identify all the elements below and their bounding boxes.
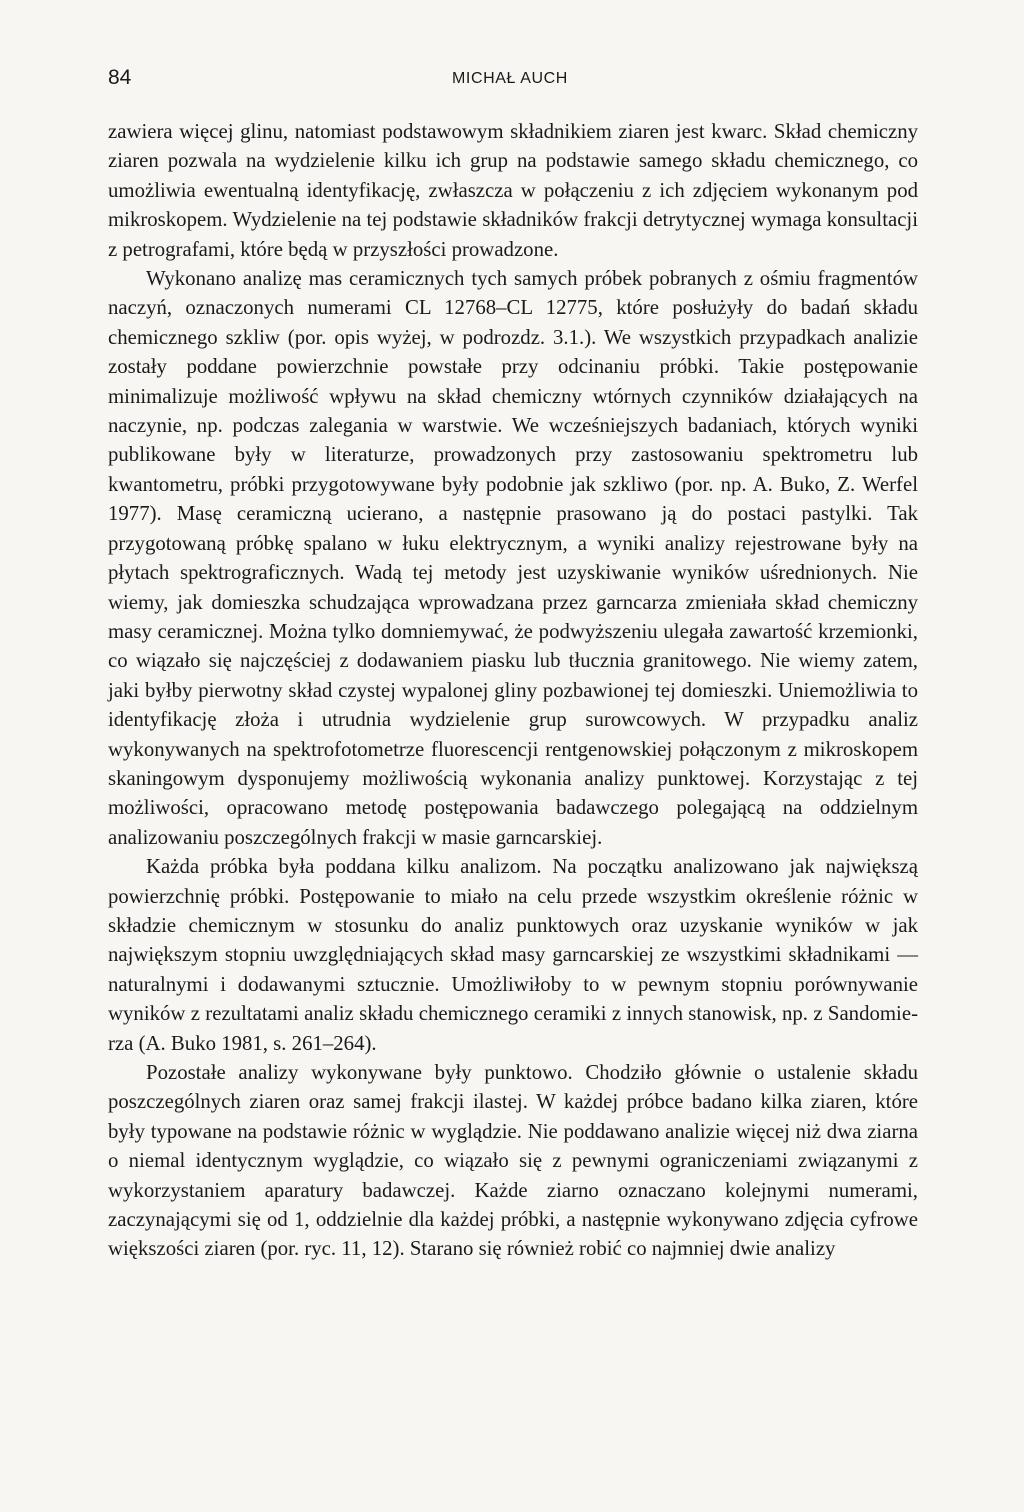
paragraph-4: Pozostałe analizy wykonywane były punktowo. Chodziło głównie o ustalenie składu poszczególnych ziaren oraz samej frakcji ilastej. W każdej próbce badano kilka ziaren, które były typowane na podstawie różnic w wyglądzie. Nie poddawano analizie więcej niż dwa ziarna o niemal identycznym wyglądzie, co wiązało się z pewnymi ograniczeniami związanymi z wykorzystaniem aparatury badawczej. Każde ziarno oznaczano kolejnymi numerami, zaczynającymi się od 1, oddzielnie dla każdej próbki, a następnie wykonywano zdjęcia cyfrowe większości ziaren (por. ryc. 11, 12). Starano się również robić co najmniej dwie analizy [108, 1061, 918, 1261]
page-number: 84 [108, 66, 132, 89]
body-text [108, 117, 918, 1264]
running-head-author: MICHAŁ AUCH [452, 70, 568, 87]
paragraph-2: Wykonano analizę mas ceramicznych tych samych próbek pobranych z ośmiu fragmentów naczyń, oznaczonych numerami CL 12768–CL 12775, które posłużyły do badań składu chemicznego szkliw (por. opis wyżej, w podrozdz. 3.1.). We wszystkich przypadkach analizie zostały poddane powierzchnie powstałe przy odcinaniu próbki. Takie postępowanie minimalizuje możliwość wpływu na skład chemiczny wtórnych czynników działających na naczynie, np. podczas zalegania w warstwie. We wcześniejszych badaniach, których wyniki publikowane były w literaturze, prowadzonych przy zastosowaniu spektrometru lub kwantometru, próbki przygotowywane były podobnie jak szkliwo (por. np. A. Buko, Z. Werfel 1977). Masę ceramiczną ucierano, a następnie prasowano ją do postaci pastylki. Tak przygotowaną próbkę spalano w łuku elektrycznym, a wyniki analizy rejestrowane były na płytach spektrograficznych. Wadą tej metody jest uzyskiwanie wyników uśrednionych. Nie wiemy, jak domieszka schudzająca wprowadzana przez garncarza zmieniała skład chemiczny masy ceramicznej. Można tylko domniemywać, że podwyższeniu ulegała zawartość krzemionki, co wiązało się najczęściej z dodawaniem piasku lub tłucznia granitowego. Nie wiemy zatem, jaki byłby pierwotny skład czystej wypalonej gliny pozbawionej tej domieszki. Uniemożliwia to identyfikację złoża i utrudnia wydzielenie grup surowcowych. W przypadku analiz wykonywanych na spektrofotometrze fluorescencji rentgenowskiej połączonym z mikroskopem skaningowym dysponujemy możliwością wykonania analizy punktowej. Korzystając z tej możliwości, opracowano metodę postępowania badawczego polegającą na oddzielnym analizowaniu poszczególnych frakcji w masie garncarskiej. [108, 267, 918, 849]
paragraph-1: zawiera więcej glinu, natomiast podstawowym składnikiem ziaren jest kwarc. Skład chemiczny ziaren pozwala na wydzielenie kilku ich grup na podstawie samego składu chemicznego, co umożliwia ewentualną identyfikację, zwłaszcza w połączeniu z ich zdjęciem wykonanym pod mikroskopem. Wydzielenie na tej podstawie składników frakcji detrytycznej wymaga konsultacji z petrografami, które będą w przyszłości prowadzone. [108, 120, 918, 261]
running-head [108, 66, 918, 96]
paragraph-3: Każda próbka była poddana kilku analizom. Na początku analizowano jak największą powierzchnię próbki. Postępowanie to miało na celu przede wszystkim określenie różnic w składzie chemicznym w stosunku do analiz punktowych oraz uzyskanie wyników w jak największym stopniu uwzględniających skład masy garncarskiej ze wszystkimi składnikami — naturalnymi i dodawanymi sztucznie. Umożliwiłoby to w pewnym stopniu porównywanie wyników z rezultatami analiz składu chemicznego ceramiki z innych stanowisk, np. z Sandomierza (A. Buko 1981, s. 261–264). [108, 855, 918, 1055]
